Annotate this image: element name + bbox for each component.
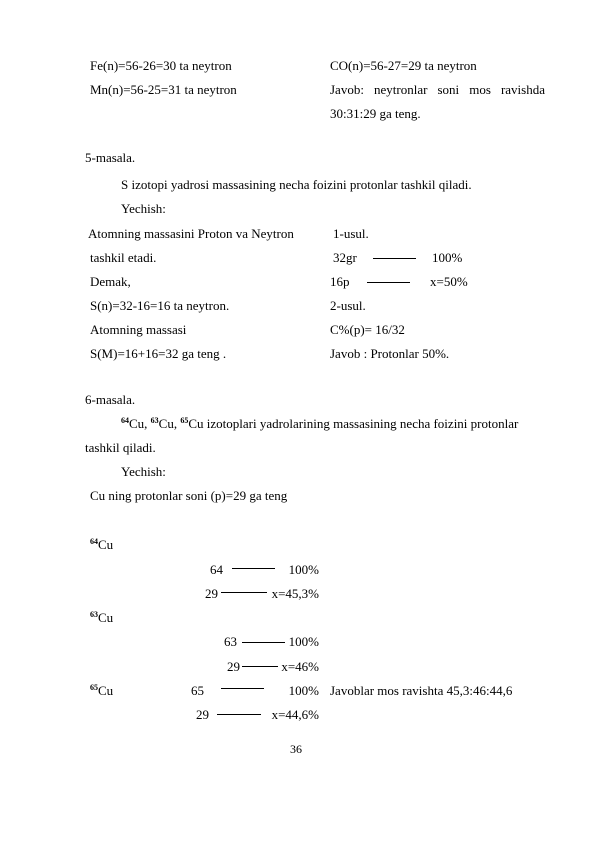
iso64-top-left: 64 bbox=[210, 562, 223, 577]
proportion-dash bbox=[367, 282, 410, 283]
iso64-bottom-left: 29 bbox=[205, 586, 218, 601]
method1-row1-right: 100% bbox=[432, 250, 463, 265]
iso65-bottom-left: 29 bbox=[196, 707, 209, 722]
problem6-question: $^{64}$Cu, $^{63}$Cu, $^{65}$Cu izotoplari yadrolarining massasining necha foizini protonlar bbox=[121, 416, 519, 431]
proportion-dash bbox=[232, 568, 275, 569]
method1-row1-left: 32gr bbox=[333, 250, 357, 265]
problem5-explanation-line: S(n)=32-16=16 ta neytron. bbox=[90, 298, 230, 313]
page-number: 36 bbox=[290, 742, 302, 756]
iso64-bottom-right: x=45,3% bbox=[271, 586, 319, 601]
proton-count-line: Cu ning protonlar soni (p)=29 ga teng bbox=[90, 488, 288, 503]
answer-neutrons-ratio: 30:31:29 ga teng. bbox=[330, 106, 421, 121]
iso63-bottom-left: 29 bbox=[227, 659, 240, 674]
method2-formula: C%(p)= 16/32 bbox=[330, 322, 405, 337]
problem5-heading: 5-masala. bbox=[85, 150, 136, 165]
problem5-explanation-line: tashkil etadi. bbox=[90, 250, 157, 265]
method2-label: 2-usul. bbox=[330, 298, 366, 313]
problem6-question-cont: tashkil qiladi. bbox=[85, 440, 156, 455]
iso65-bottom-right: x=44,6% bbox=[271, 707, 319, 722]
problem5-explanation-line: Demak, bbox=[90, 274, 131, 289]
problem5-explanation-line: S(M)=16+16=32 ga teng . bbox=[90, 346, 227, 361]
proportion-dash bbox=[221, 688, 264, 689]
method1-row2-right: x=50% bbox=[430, 274, 468, 289]
problem6-solution-label: Yechish: bbox=[121, 464, 166, 479]
iso64-top-right: 100% bbox=[288, 562, 319, 577]
fe-neutron-line: Fe(n)=56-26=30 ta neytron bbox=[90, 58, 232, 73]
iso63-top-right: 100% bbox=[288, 634, 319, 649]
problem5-answer: Javob : Protonlar 50%. bbox=[330, 346, 450, 361]
isotope-cu65-label: $^{65}$Cu bbox=[90, 683, 114, 698]
problem5-explanation-line: Atomning massasini Proton va Neytron bbox=[88, 226, 294, 241]
mn-neutron-line: Mn(n)=56-25=31 ta neytron bbox=[90, 82, 237, 97]
problem5-question: S izotopi yadrosi massasining necha foizini protonlar tashkil qiladi. bbox=[121, 177, 472, 192]
method1-label: 1-usul. bbox=[333, 226, 369, 241]
problem6-answer: Javoblar mos ravishta 45,3:46:44,6 bbox=[330, 683, 513, 698]
isotope-cu63-label: $^{63}$Cu bbox=[90, 610, 114, 625]
problem6-heading: 6-masala. bbox=[85, 392, 136, 407]
answer-neutrons-line: Javob: neytronlar soni mos ravishda bbox=[330, 82, 545, 97]
isotope-cu64-label: $^{64}$Cu bbox=[90, 537, 114, 552]
iso63-top-left: 63 bbox=[224, 634, 237, 649]
problem5-explanation-line: Atomning massasi bbox=[90, 322, 187, 337]
iso65-top-right: 100% bbox=[288, 683, 319, 698]
proportion-dash bbox=[373, 258, 416, 259]
co-neutron-line: CO(n)=56-27=29 ta neytron bbox=[330, 58, 477, 73]
iso63-bottom-right: x=46% bbox=[281, 659, 319, 674]
iso65-top-left: 65 bbox=[191, 683, 204, 698]
method1-row2-left: 16p bbox=[330, 274, 350, 289]
problem5-solution-label: Yechish: bbox=[121, 201, 166, 216]
